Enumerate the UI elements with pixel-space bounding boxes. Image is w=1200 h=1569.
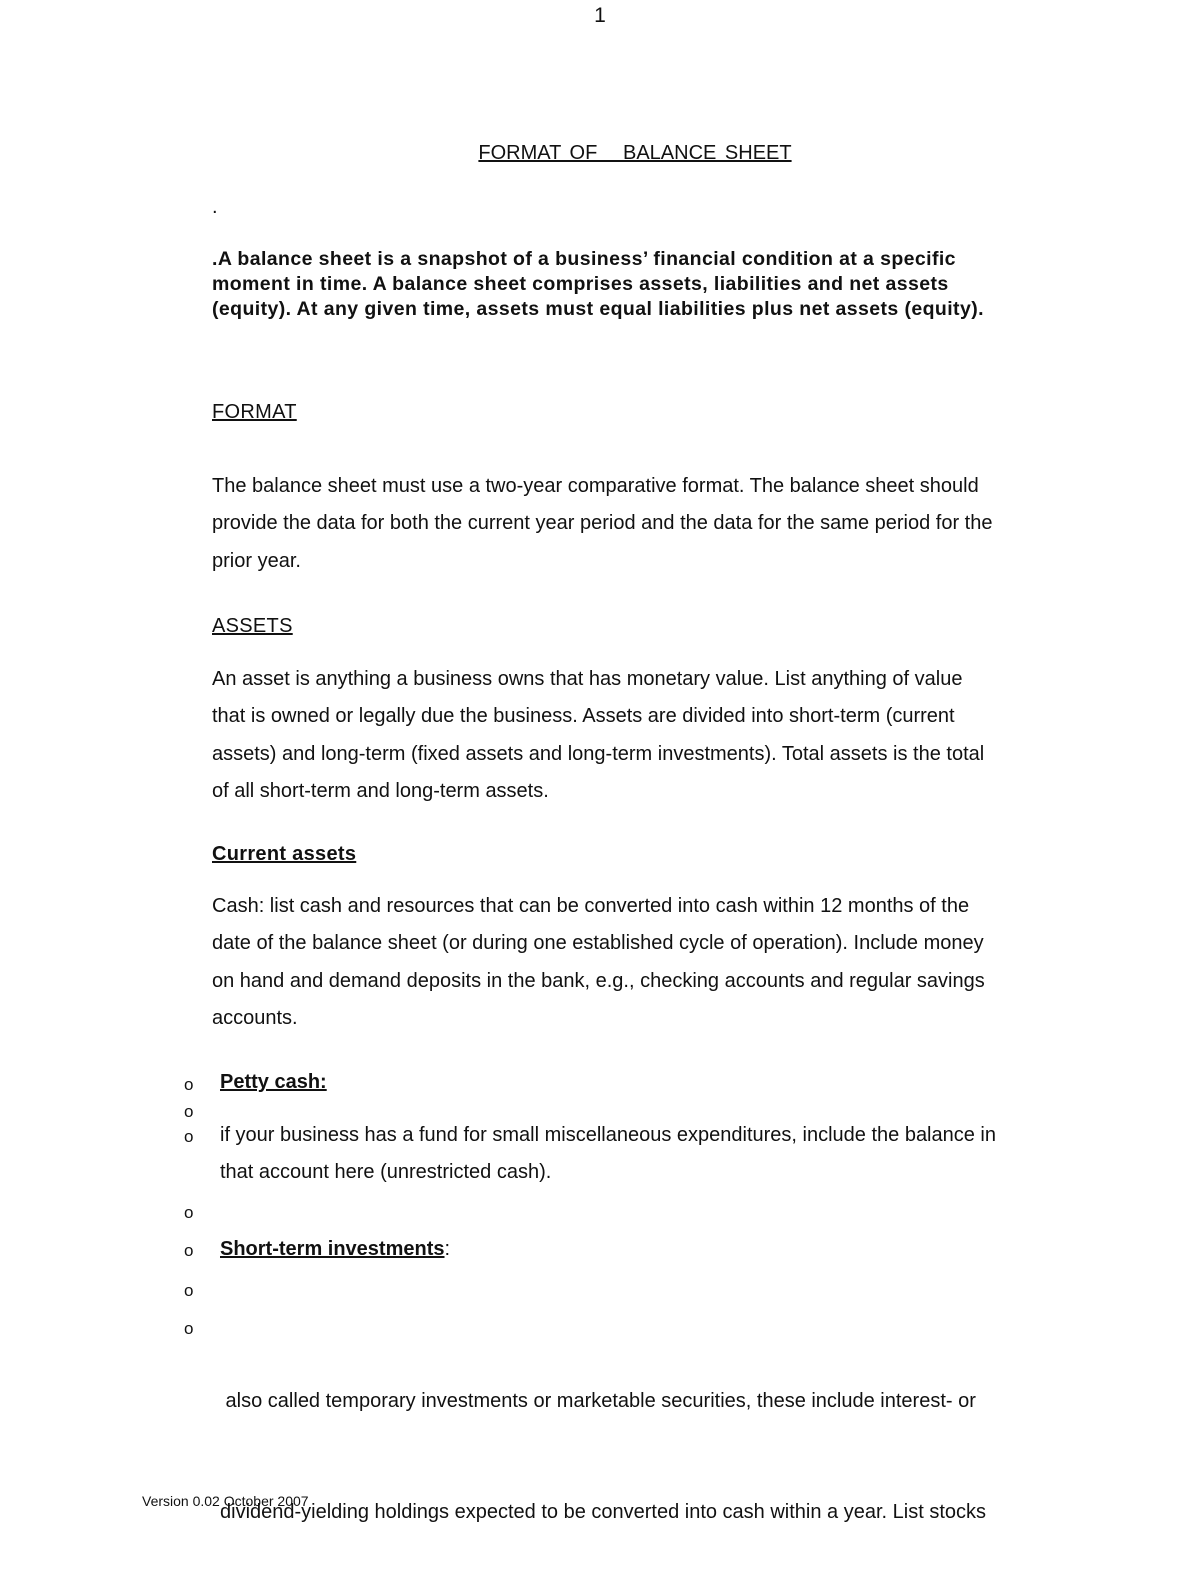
paragraph-line: date of the balance sheet (or during one established cycle of operation). Include money: [212, 932, 984, 955]
short-term-label: Short-term investments: [220, 1238, 445, 1260]
format-paragraph: [212, 468, 1072, 580]
paragraph-line: prior year.: [212, 549, 301, 572]
bullet-marker: o: [184, 1075, 194, 1094]
bullet-line: that account here (unrestricted cash).: [220, 1161, 552, 1184]
bullet-marker: o: [184, 1102, 194, 1121]
paragraph-line: Cash: list cash and resources that can be converted into cash within 12 months of the: [212, 895, 970, 917]
footer-version: Version 0.02 October 2007: [142, 1493, 309, 1509]
intro-line: (equity). At any given time, assets must equal liabilities plus net assets (equity).: [212, 298, 984, 320]
paragraph-line: that is owned or legally due the business. Assets are divided into short-term (current: [212, 705, 955, 728]
format-heading: FORMAT: [212, 401, 297, 423]
document-title: FORMAT OF BALANCE SHEET: [478, 142, 792, 164]
paragraph-line: provide the data for both the current year period and the data for the same period for the: [212, 512, 993, 535]
assets-paragraph: [212, 661, 1072, 810]
paragraph-line: assets) and long-term (fixed assets and long-term investments). Total assets is the total: [212, 742, 985, 765]
short-term-description: [220, 1308, 986, 1569]
short-term-colon: :: [444, 1238, 451, 1260]
assets-heading: ASSETS: [212, 615, 293, 637]
bullet-marker: o: [184, 1241, 194, 1260]
bullet-marker: o: [184, 1319, 194, 1338]
petty-cash-description: [220, 1117, 996, 1192]
intro-paragraph: [212, 247, 1072, 322]
petty-cash-item: [220, 1064, 327, 1101]
current-assets-heading: Current assets: [212, 843, 357, 865]
bullet-line: also called temporary investments or marketable securities, these include interest- or: [220, 1389, 976, 1412]
paragraph-line: accounts.: [212, 1006, 298, 1029]
paragraph-line: An asset is anything a business owns that has monetary value. List anything of value: [212, 668, 963, 690]
bullet-line: if your business has a fund for small miscellaneous expenditures, include the balance in: [220, 1124, 996, 1146]
stray-mark: .: [212, 196, 218, 218]
intro-line: .A balance sheet is a snapshot of a business’ financial condition at a specific: [212, 248, 956, 270]
page-number: 1: [594, 4, 606, 27]
bullet-marker: o: [184, 1281, 194, 1300]
short-term-item: [220, 1231, 450, 1268]
petty-cash-label: Petty cash:: [220, 1071, 327, 1093]
bullet-marker: o: [184, 1203, 194, 1222]
current-assets-paragraph: [212, 888, 1072, 1037]
paragraph-line: The balance sheet must use a two-year comparative format. The balance sheet should: [212, 475, 979, 497]
paragraph-line: of all short-term and long-term assets.: [212, 779, 549, 802]
intro-line: moment in time. A balance sheet comprises assets, liabilities and net assets: [212, 273, 949, 295]
bullet-marker: o: [184, 1127, 194, 1146]
paragraph-line: on hand and demand deposits in the bank, e.g., checking accounts and regular savings: [212, 969, 985, 992]
bullet-line: dividend-yielding holdings expected to be converted into cash within a year. List stocks: [220, 1501, 987, 1524]
